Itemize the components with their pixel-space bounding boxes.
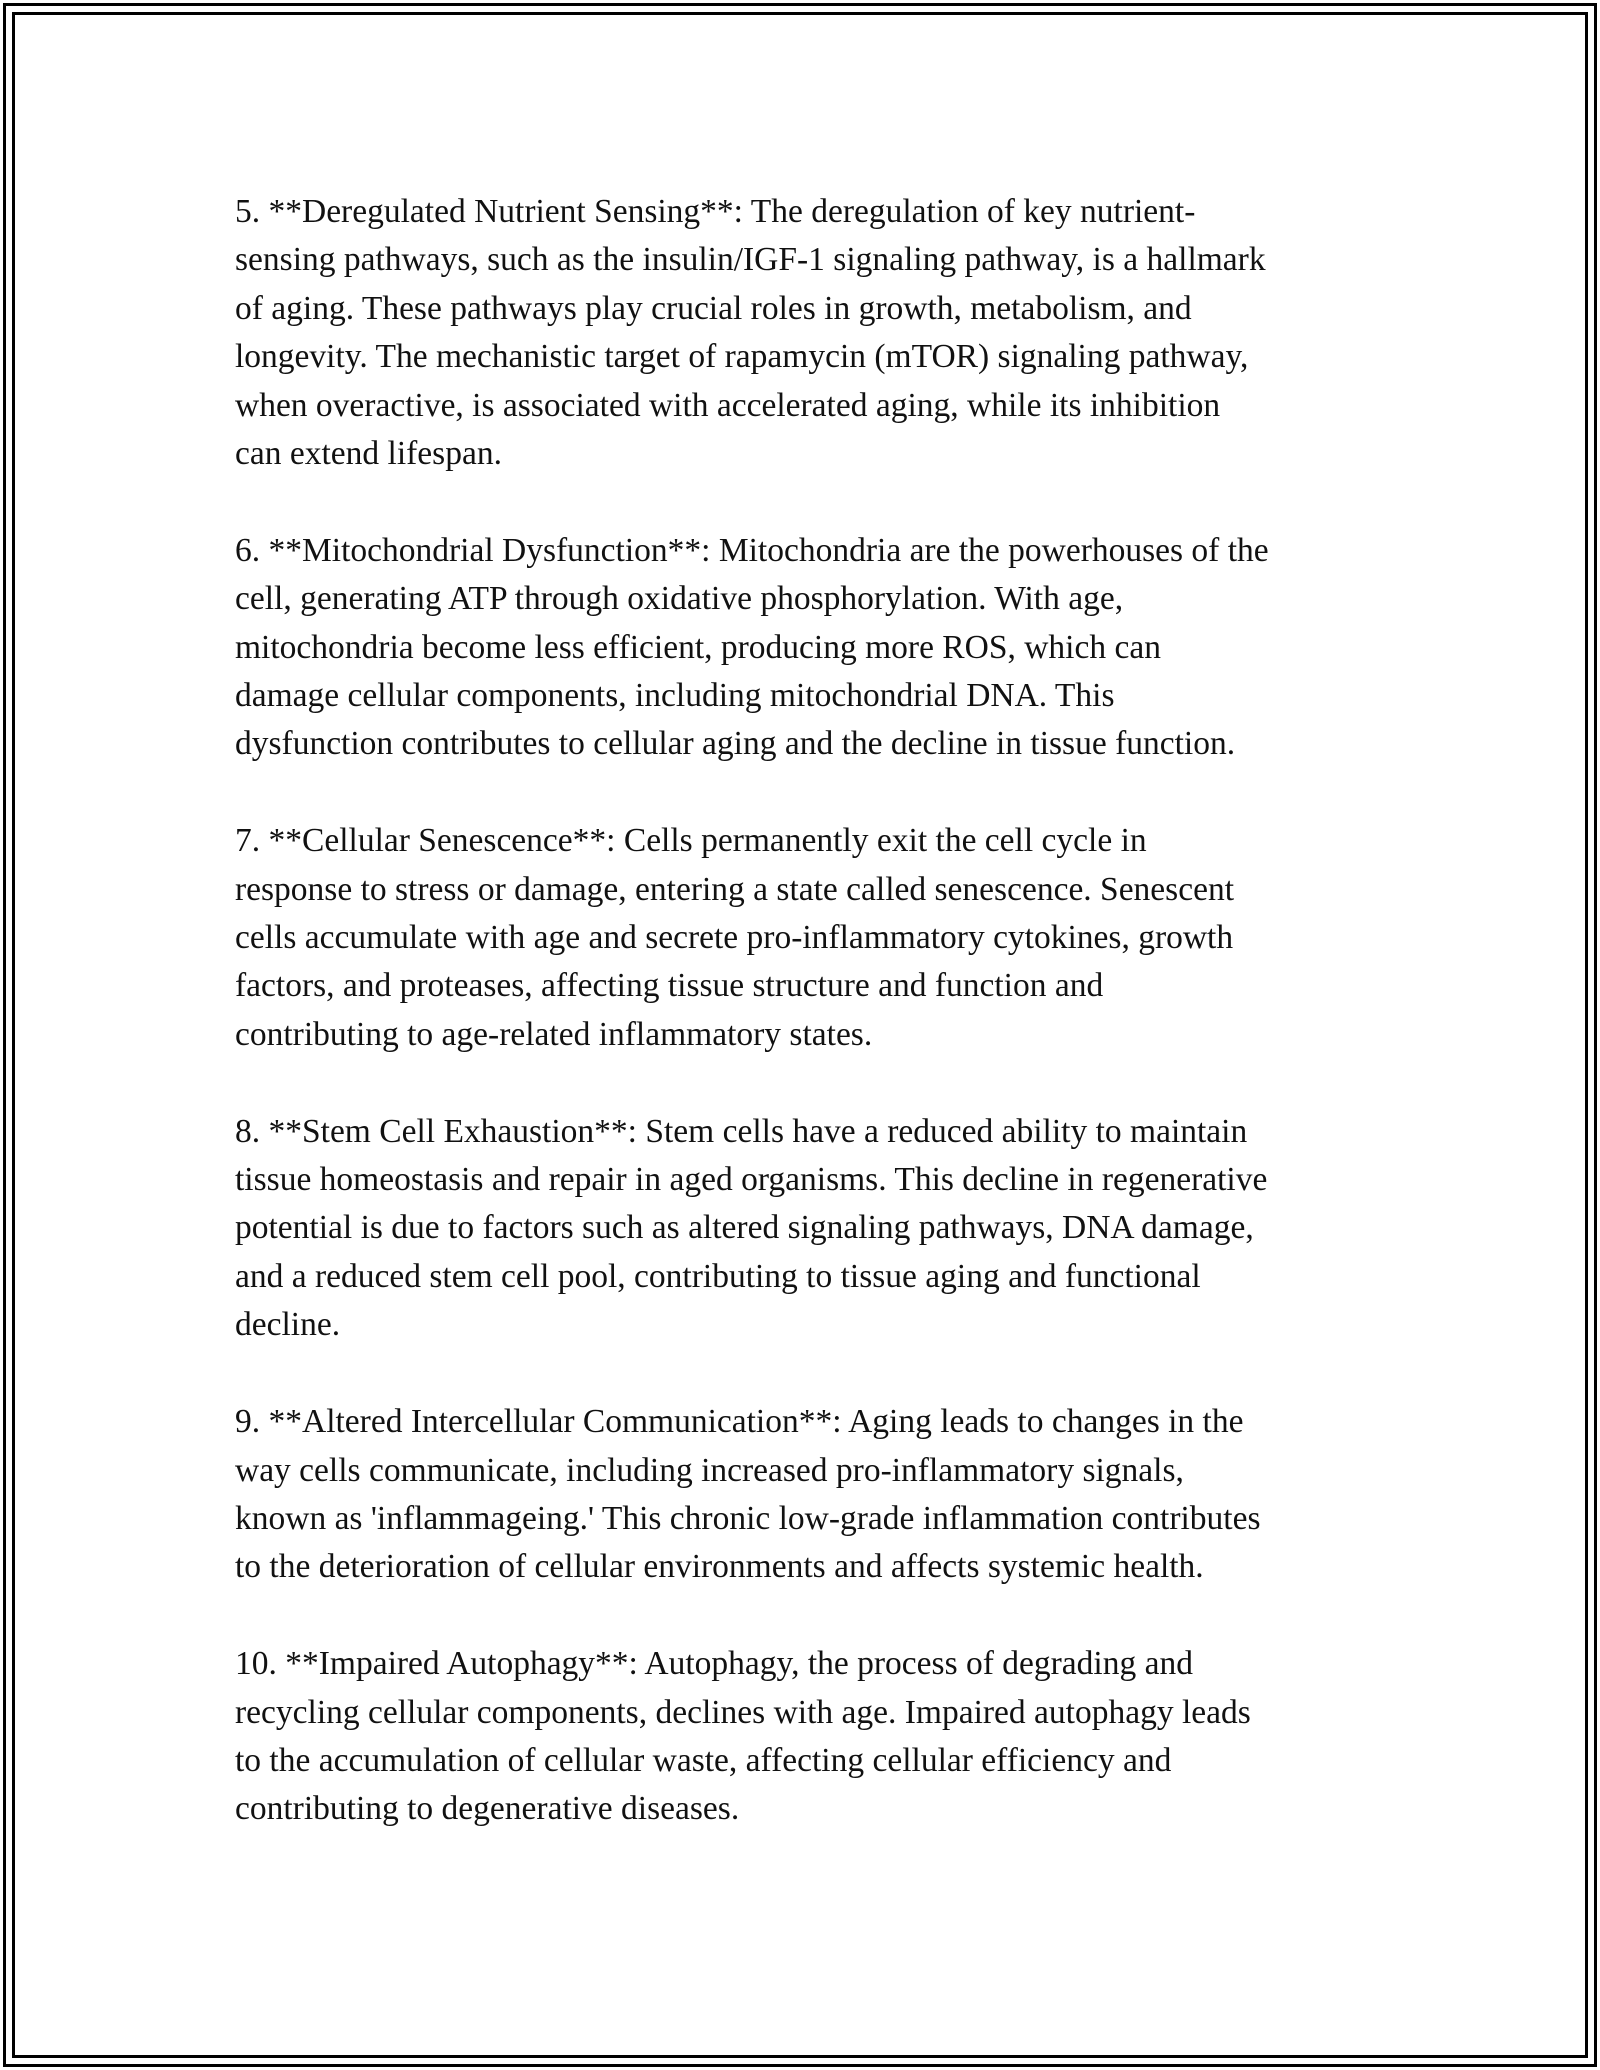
text-line: 7. **Cellular Senescence**: Cells permanently exit the cell cycle in <box>235 822 1147 860</box>
paragraph-stem-cell-exhaustion <box>235 1108 1375 1350</box>
text-line: sensing pathways, such as the insulin/IGF-1 signaling pathway, is a hallmark <box>235 241 1266 279</box>
text-line: dysfunction contributes to cellular aging and the decline in tissue function. <box>235 725 1236 763</box>
text-line: damage cellular components, including mitochondrial DNA. This <box>235 677 1115 715</box>
text-line: 6. **Mitochondrial Dysfunction**: Mitochondria are the powerhouses of the <box>235 531 1269 569</box>
text-line: recycling cellular components, declines with age. Impaired autophagy leads <box>235 1693 1251 1731</box>
text-line: contributing to age-related inflammatory states. <box>235 1015 873 1053</box>
text-line: 10. **Impaired Autophagy**: Autophagy, the process of degrading and <box>235 1645 1193 1683</box>
paragraph-deregulated-nutrient-sensing <box>235 188 1375 478</box>
text-line: mitochondria become less efficient, producing more ROS, which can <box>235 628 1161 666</box>
text-line: when overactive, is associated with accelerated aging, while its inhibition <box>235 386 1221 424</box>
text-line: and a reduced stem cell pool, contributing to tissue aging and functional <box>235 1257 1201 1295</box>
document-body <box>235 188 1375 1882</box>
paragraph-impaired-autophagy <box>235 1640 1375 1834</box>
text-line: 8. **Stem Cell Exhaustion**: Stem cells have a reduced ability to maintain <box>235 1112 1248 1150</box>
text-line: potential is due to factors such as altered signaling pathways, DNA damage, <box>235 1209 1254 1247</box>
paragraph-altered-intercellular-communication <box>235 1398 1375 1592</box>
text-line: way cells communicate, including increased pro-inflammatory signals, <box>235 1451 1184 1489</box>
text-line: to the accumulation of cellular waste, affecting cellular efficiency and <box>235 1741 1172 1779</box>
paragraph-mitochondrial-dysfunction <box>235 527 1375 769</box>
text-line: can extend lifespan. <box>235 435 502 473</box>
text-line: cells accumulate with age and secrete pro-inflammatory cytokines, growth <box>235 919 1234 957</box>
text-line: of aging. These pathways play crucial roles in growth, metabolism, and <box>235 289 1192 327</box>
text-line: longevity. The mechanistic target of rapamycin (mTOR) signaling pathway, <box>235 338 1249 376</box>
text-line: cell, generating ATP through oxidative phosphorylation. With age, <box>235 580 1124 618</box>
text-line: 5. **Deregulated Nutrient Sensing**: The deregulation of key nutrient- <box>235 193 1196 230</box>
text-line: known as 'inflammageing.' This chronic low-grade inflammation contributes <box>235 1499 1261 1537</box>
text-line: response to stress or damage, entering a state called senescence. Senescent <box>235 870 1235 908</box>
text-line: 9. **Altered Intercellular Communication**: Aging leads to changes in the <box>235 1403 1244 1441</box>
text-line: factors, and proteases, affecting tissue structure and function and <box>235 967 1104 1005</box>
paragraph-cellular-senescence <box>235 817 1375 1059</box>
text-line: to the deterioration of cellular environments and affects systemic health. <box>235 1548 1204 1586</box>
text-line: decline. <box>235 1306 341 1344</box>
text-line: tissue homeostasis and repair in aged organisms. This decline in regenerative <box>235 1161 1268 1199</box>
text-line: contributing to degenerative diseases. <box>235 1790 740 1828</box>
